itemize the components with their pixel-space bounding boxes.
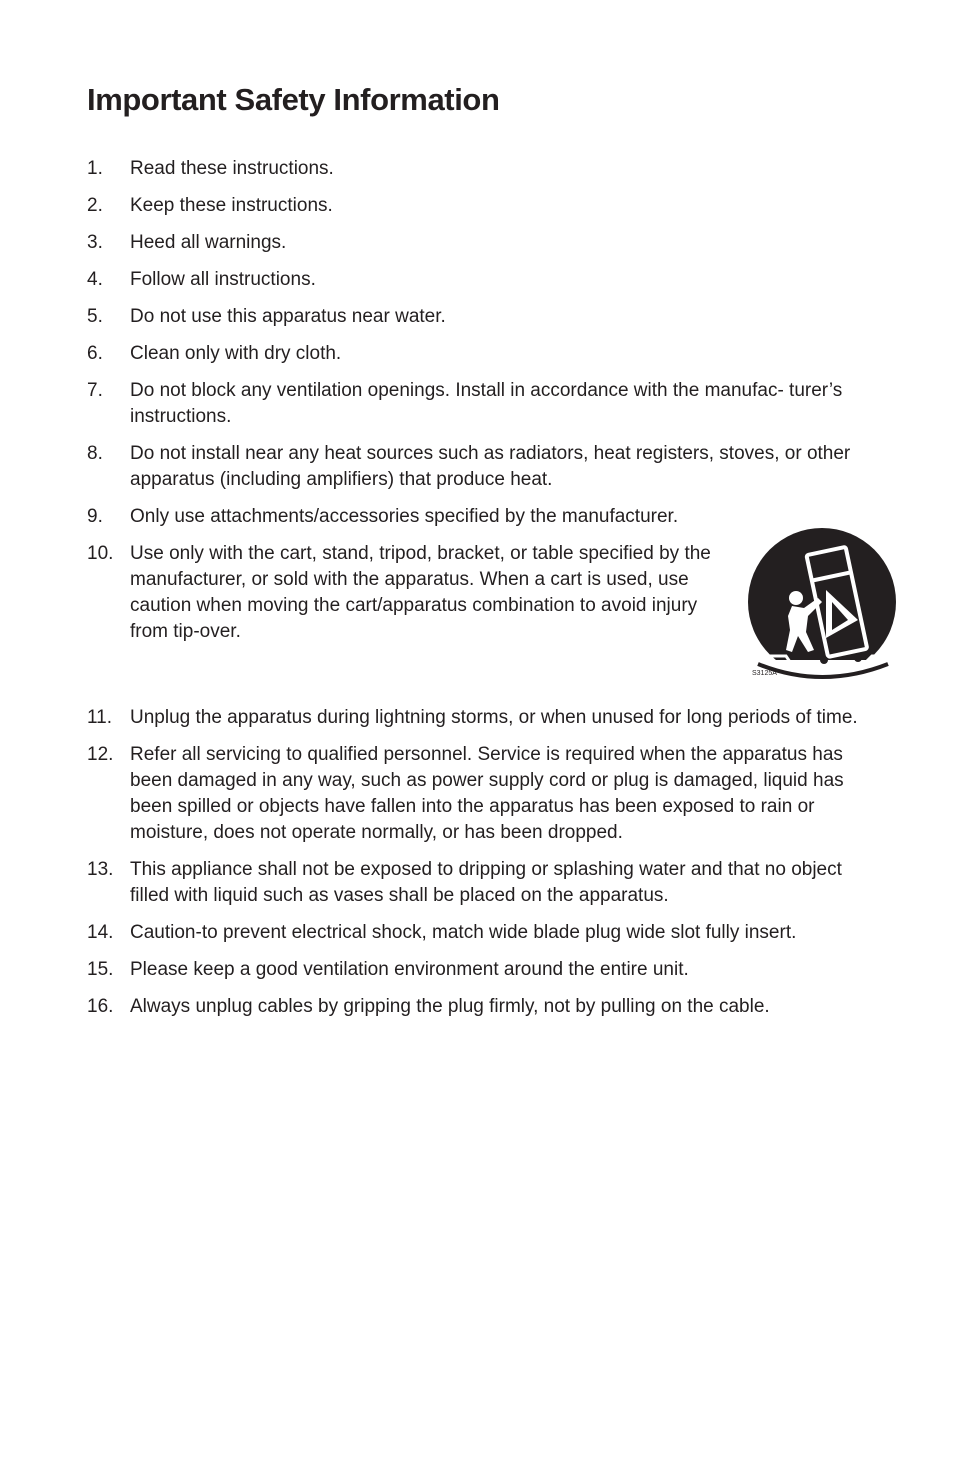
item-number: 6. [87, 343, 103, 364]
list-item [87, 742, 877, 846]
list-item [87, 267, 877, 293]
list-item [87, 230, 877, 256]
item-text: Do not use this apparatus near water. [130, 306, 446, 327]
item-text: Do not install near any heat sources such as radiators, heat registers, stoves, or other apparatus (including amplifiers) that produce heat. [130, 443, 851, 490]
list-item [87, 341, 877, 367]
item-text: Caution-to prevent electrical shock, match wide blade plug wide slot fully insert. [130, 922, 797, 943]
item-number: 3. [87, 232, 103, 253]
item-text: Read these instructions. [130, 158, 334, 179]
list-item [87, 920, 877, 946]
item-text: Please keep a good ventilation environment around the entire unit. [130, 959, 689, 980]
item-number: 15. [87, 959, 114, 980]
list-item [87, 441, 877, 493]
item-number: 2. [87, 195, 103, 216]
item-text: Keep these instructions. [130, 195, 333, 216]
item-number: 16. [87, 996, 114, 1017]
list-item [87, 156, 877, 182]
item-number: 7. [87, 380, 103, 401]
list-item [87, 304, 877, 330]
item-text: Only use attachments/accessories specified by the manufacturer. [130, 506, 679, 527]
list-item [87, 378, 877, 430]
page-title: Important Safety Information [87, 82, 500, 117]
item-text: Clean only with dry cloth. [130, 343, 342, 364]
item-text: Always unplug cables by gripping the plug firmly, not by pulling on the cable. [130, 996, 770, 1017]
item-number: 8. [87, 443, 103, 464]
list-item [87, 504, 877, 530]
item-number: 9. [87, 506, 103, 527]
list-item [87, 957, 877, 983]
item-text: Do not block any ventilation openings. Install in accordance with the manufac- turer’s instructions. [130, 380, 843, 427]
item-number: 5. [87, 306, 103, 327]
item-number: 11. [87, 707, 113, 728]
item-text: Refer all servicing to qualified personnel. Service is required when the apparatus has been damaged in any way, such as power supply cord or plug is damaged, liquid has been spilled or objects have fallen into the apparatus has been exposed to rain or moisture, does not operate normally, or has been dropped. [130, 744, 844, 843]
item-number: 12. [87, 744, 114, 765]
list-item [87, 994, 877, 1020]
item-number: 14. [87, 922, 114, 943]
list-item [87, 193, 877, 219]
cart-tip-over-warning-icon [746, 528, 898, 680]
item-text: Follow all instructions. [130, 269, 316, 290]
item-number: 10. [87, 543, 114, 564]
item-text: Use only with the cart, stand, tripod, bracket, or table specified by the manufacturer, or sold with the apparatus. When a cart is used, use caution when moving the cart/apparatus combination to avoid injury from tip-over. [130, 543, 711, 642]
list-item [87, 857, 877, 909]
item-text: Unplug the apparatus during lightning storms, or when unused for long periods of time. [130, 707, 858, 728]
item-number: 13. [87, 859, 114, 880]
item-number: 4. [87, 269, 103, 290]
list-item [87, 705, 877, 731]
cart-warning-code: S3125A [752, 670, 777, 677]
item-number: 1. [87, 158, 103, 179]
item-text: Heed all warnings. [130, 232, 287, 253]
item-text: This appliance shall not be exposed to dripping or splashing water and that no object filled with liquid such as vases shall be placed on the apparatus. [130, 859, 842, 906]
